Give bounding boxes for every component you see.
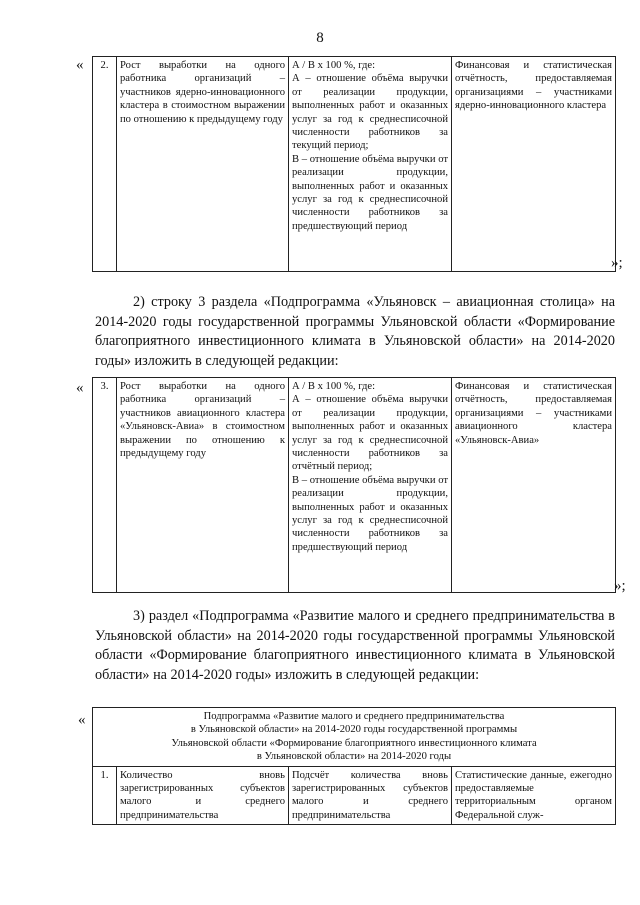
- opening-quote: «: [76, 380, 84, 396]
- source-cell: Финансовая и статистическая отчётность, предоставляемая организациями – участниками ядерно-инновационного кластера: [452, 57, 616, 272]
- row-number: 3.: [93, 378, 117, 593]
- page-number: 8: [316, 30, 324, 46]
- formula-line: А / В х 100 %, где:: [292, 60, 376, 71]
- formula-line: В – отношение объёма выручки от реализации продукции, выполненных работ и оказанных услуг за год к среднесписочной численности работников за предшествующий период: [292, 474, 448, 553]
- indicator-cell: Рост выработки на одного работника организаций – участников авиационного кластера «Ульяновск-Авиа» в стоимостном выражении по отношению к предыдущему году: [117, 378, 289, 593]
- opening-quote: «: [78, 712, 86, 728]
- indicator-table-1: [92, 56, 616, 272]
- indicator-table-2: [92, 377, 616, 593]
- formula-line: В – отношение объёма выручки от реализации продукции, выполненных работ и оказанных услуг за год к среднесписочной численности работников за предшествующий период: [292, 153, 448, 232]
- closing-quote: »;: [614, 578, 626, 594]
- indicator-cell: Количество вновь зарегистрированных субъектов малого и среднего предпринимательства: [117, 766, 289, 825]
- subprogram-header: Подпрограмма «Развитие малого и среднего предпринимательства в Ульяновской области» на 2014-2020 годы государственной программы Ульяновской области «Формирование благоприятного инвестиционного климата в Ульяновской области» на 2014-2020 годы: [93, 708, 616, 767]
- table-row: [93, 378, 616, 593]
- opening-quote: «: [76, 57, 84, 73]
- formula-cell: [289, 378, 452, 593]
- formula-line: А – отношение объёма выручки от реализации продукции, выполненных работ и оказанных услуг за год к среднесписочной численности работников за текущий период;: [292, 73, 448, 152]
- subprogram-table: [92, 707, 616, 825]
- source-cell: Финансовая и статистическая отчётность, предоставляемая организациями – участниками авиационного кластера «Ульяновск-Авиа»: [452, 378, 616, 593]
- indicator-cell: Рост выработки на одного работника организаций – участников ядерно-инновационного кластера в стоимостном выражении по отношению к предыдущему году: [117, 57, 289, 272]
- paragraph-2: 2) строку 3 раздела «Подпрограмма «Ульяновск – авиационная столица» на 2014-2020 годы государственной программы Ульяновской области «Формирование благоприятного инвестиционного климата в Ульяновской области» на 2014-2020 годы» изложить в следующей редакции:: [95, 294, 615, 369]
- formula-cell: Подсчёт количества вновь зарегистрированных субъектов малого и среднего предпринимательства: [289, 766, 452, 825]
- source-cell: Статистические данные, ежегодно предоставляемые территориальным органом Федеральной служ-: [452, 766, 616, 825]
- closing-quote: »;: [611, 255, 623, 271]
- formula-cell: [289, 57, 452, 272]
- paragraph-3: 3) раздел «Подпрограмма «Развитие малого и среднего предпринимательства в Ульяновской области» на 2014-2020 годы государственной программы Ульяновской области «Формирование благоприятного инвестиционного климата в Ульяновской области» на 2014-2020 годы» изложить в следующей редакции:: [95, 608, 615, 683]
- formula-line: А / В х 100 %, где:: [292, 381, 376, 392]
- table-row: [93, 57, 616, 272]
- row-number: 1.: [93, 766, 117, 825]
- table-row: [93, 766, 616, 825]
- table-header-row: [93, 708, 616, 767]
- formula-line: А – отношение объёма выручки от реализации продукции, выполненных работ и оказанных услуг за год к среднесписочной численности работников за отчётный период;: [292, 394, 448, 473]
- row-number: 2.: [93, 57, 117, 272]
